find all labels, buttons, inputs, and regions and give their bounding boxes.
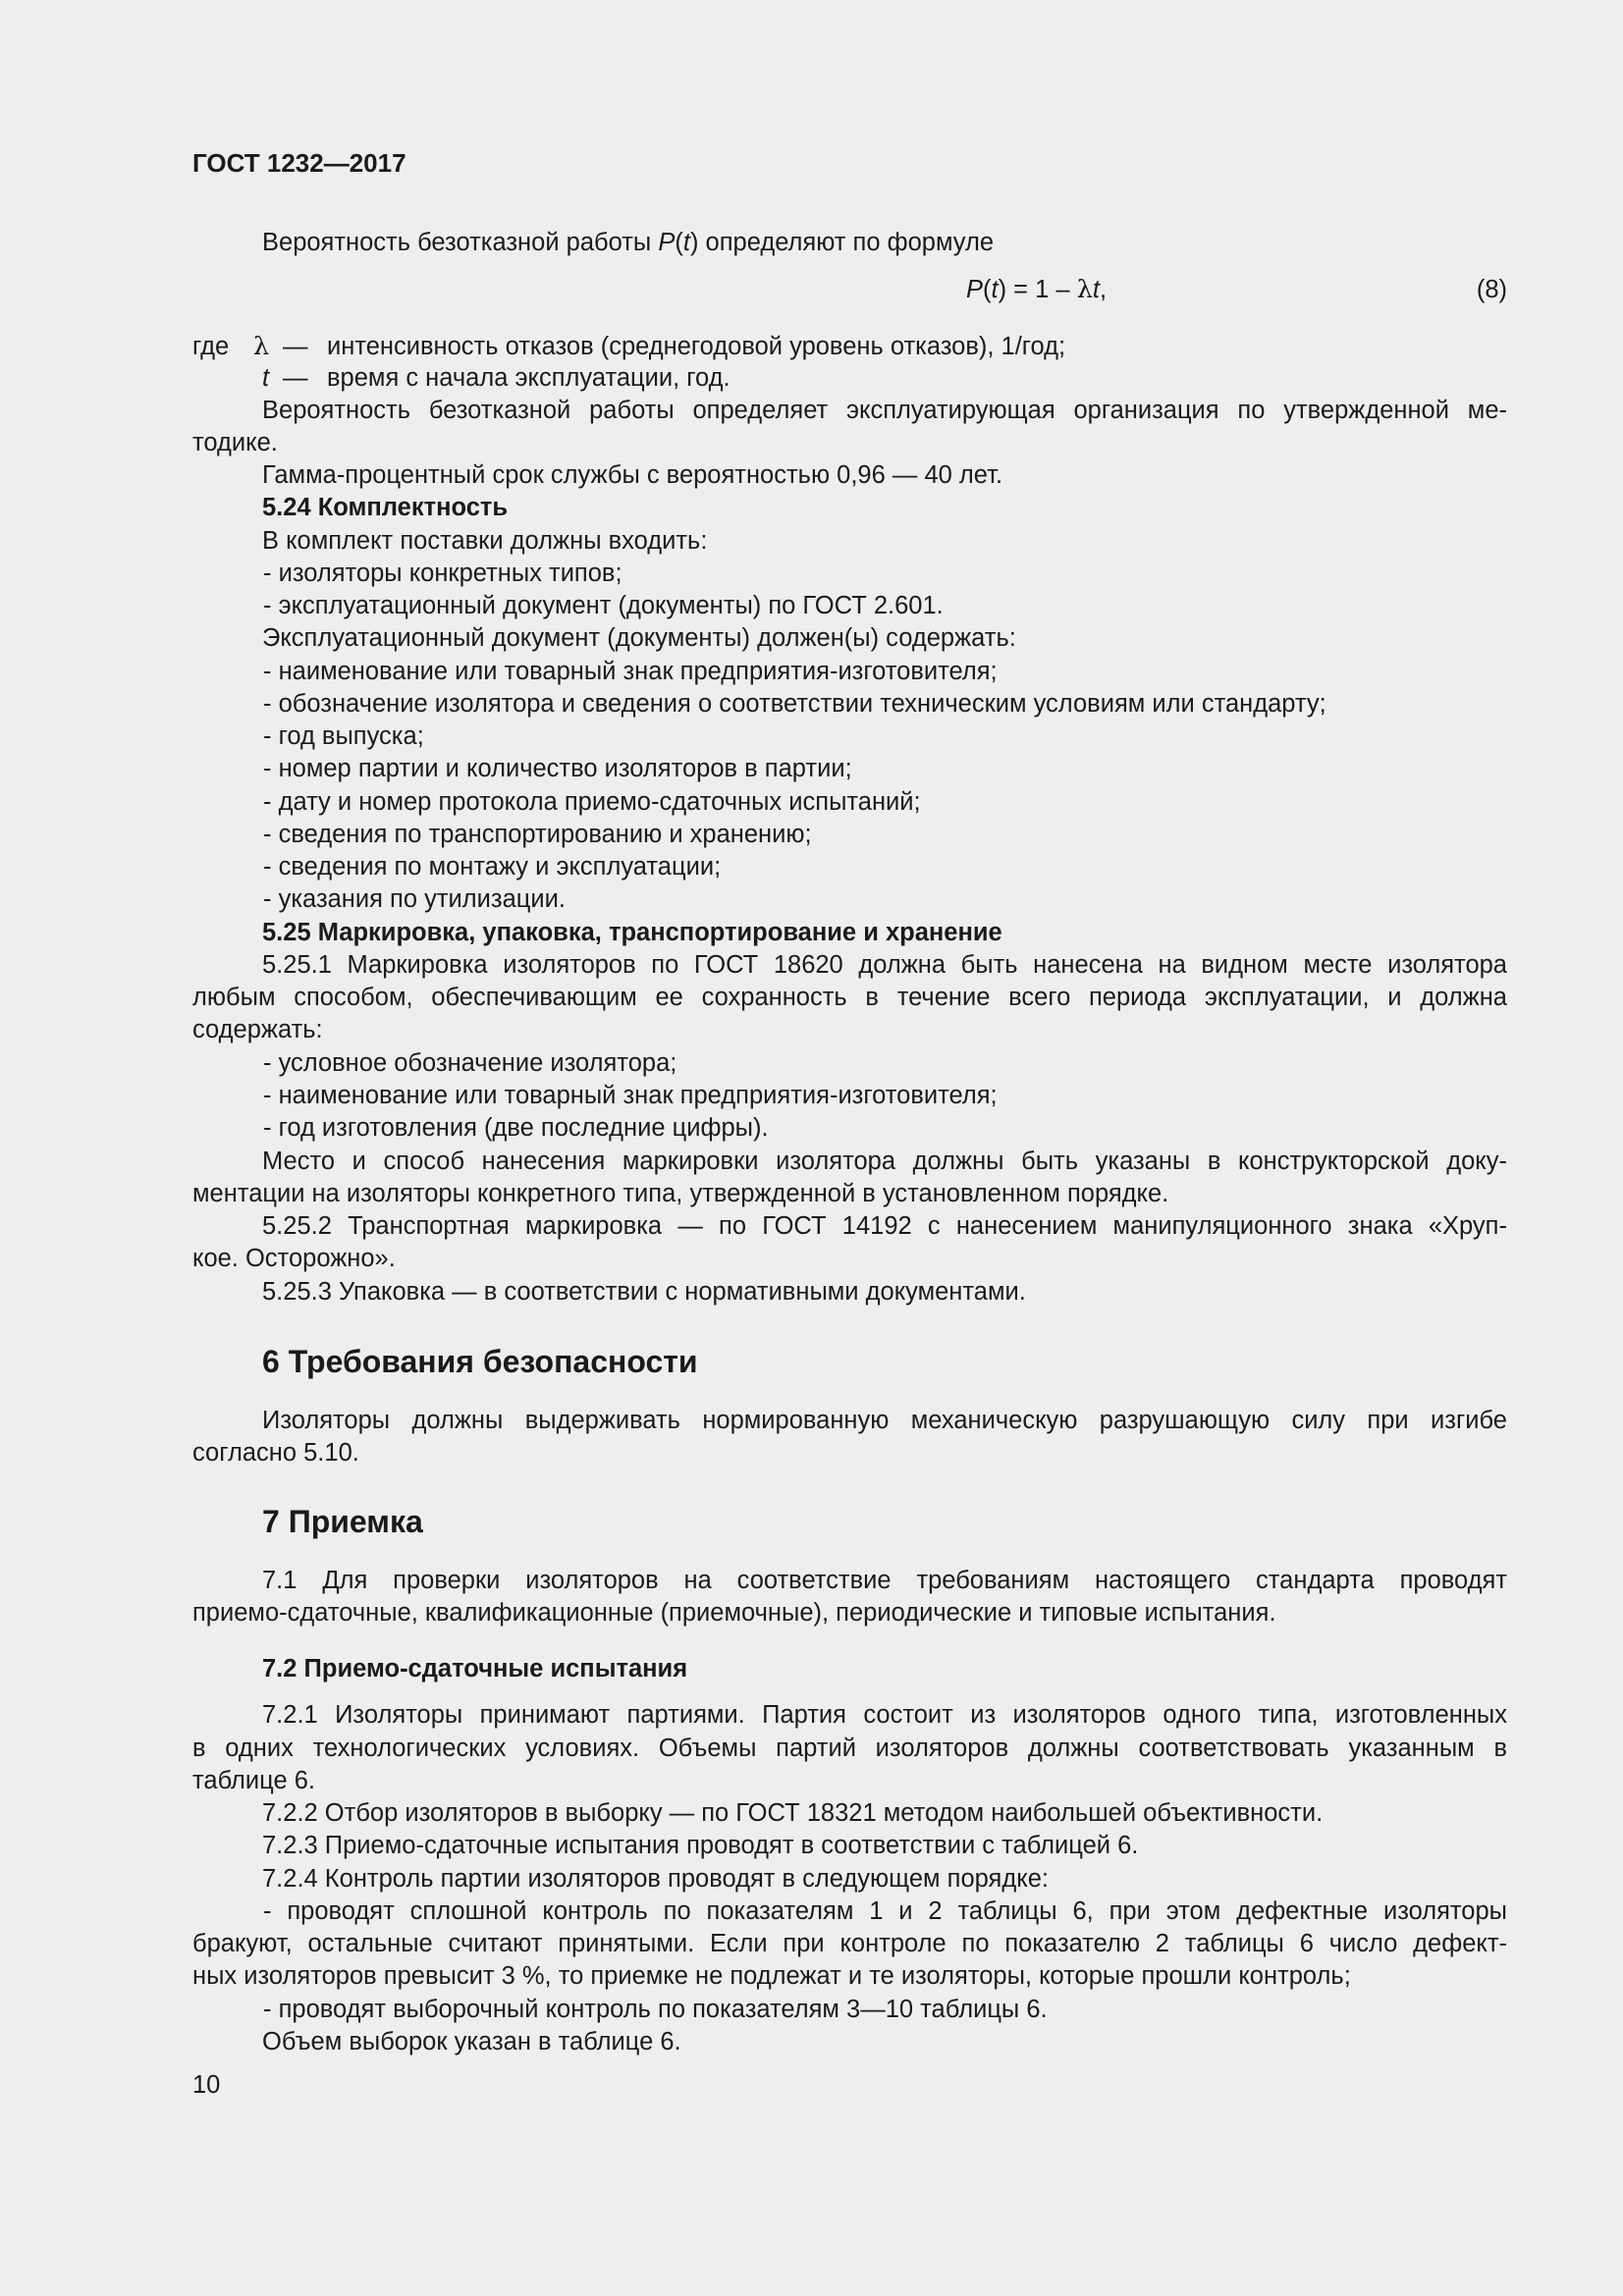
- paragraph-gamma: Гамма-процентный срок службы с вероятностью 0,96 — 40 лет.: [262, 461, 1003, 489]
- list-item: - указания по утилизации.: [263, 885, 566, 913]
- section-heading-7: 7 Приемка: [262, 1504, 423, 1539]
- list-item: - условное обозначение изолятора;: [263, 1049, 677, 1077]
- list-item: - наименование или товарный знак предприятия-изготовителя;: [263, 1082, 998, 1109]
- list-item: - изоляторы конкретных типов;: [263, 560, 622, 587]
- list-item: - проводят выборочный контроль по показателям 3—10 таблицы 6.: [263, 1996, 1048, 2023]
- page-number: 10: [192, 2071, 221, 2099]
- document-page: ГОСТ 1232—2017 Вероятность безотказной работы P(t) определяют по формуле P(t) = 1 – λt, (8) где λ — интенсивность отказов (среднегодовой уровень отказов), 1/год; t — время с начала эксплуатации, год. Вероятность безотказной работы определяет эксплуатирующая организация по утвержденной ме- тодике. Гамма-процентный срок службы с вероятностью 0,96 — 40 лет. 5.24 Комплектность В комплект поставки должны входить: - изоляторы конкретных типов; - эксплуатационный документ (документы) по ГОСТ 2.601. Эксплуатационный документ (документы) должен(ы) содержать: - наименование или товарный знак предприятия-изготовителя; - обозначение изолятора и сведения о соответствии техническим условиям или стандарту; - год выпуска; - номер партии и количество изоляторов в партии; - дату и номер протокола приемо-сдаточных испытаний; - сведения по транспортированию и хранению; - сведения по монтажу и эксплуатации; - указания по утилизации. 5.25 Маркировка, упаковка, транспортирование и хранение 5.25.1 Маркировка изоляторов по ГОСТ 18620 должна быть нанесена на видном месте изолятора любым способом, обеспечивающим ее сохранность в течение всего периода эксплуатации, и должна содержать: - условное обозначение изолятора; - наименование или товарный знак предприятия-изготовителя; - год изготовления (две последние цифры). Место и способ нанесения маркировки изолятора должны быть указаны в конструкторской доку- ментации на изоляторы конкретного типа, утвержденной в установленном порядке. 5.25.2 Транспортная маркировка — по ГОСТ 14192 с нанесением манипуляционного знака «Хруп- кое. Осторожно». 5.25.3 Упаковка — в соответствии с нормативными документами. 6 Требования безопасности Изоляторы должны выдерживать нормированную механическую разрушающую силу при изгибе согласно 5.10. 7 Приемка 7.1 Для проверки изоляторов на соответствие требованиям настоящего стандарта проводят приемо-сдаточные, квалификационные (приемочные), периодические и типовые испытания. 7.2 Приемо-сдаточные испытания 7.2.1 Изоляторы принимают партиями. Партия состоит из изоляторов одного типа, изготовленных в одних технологических условиях. Объемы партий изоляторов должны соответствовать указанным в таблице 6. 7.2.2 Отбор изоляторов в выборку — по ГОСТ 18321 методом наибольшей объективности. 7.2.3 Приемо-сдаточные испытания проводят в соответствии с таблицей 6. 7.2.4 Контроль партии изоляторов проводят в следующем порядке: - проводят сплошной контроль по показателям 1 и 2 таблицы 6, при этом дефектные изоляторы бракуют, остальные считают принятыми. Если при контроле по показателю 2 таблицы 6 число дефект- ных изоляторов превысит 3 %, то приемке не подлежат и те изоляторы, которые прошли контроль; - проводят выборочный контроль по показателям 3—10 таблицы 6. Объем выборок указан в таблице 6. 10: [0, 0, 1623, 2296]
- document-header: ГОСТ 1232—2017: [192, 148, 406, 178]
- list-item: - наименование или товарный знак предприятия-изготовителя;: [263, 658, 998, 685]
- list-item: - год выпуска;: [263, 722, 424, 750]
- where-label: где: [192, 333, 230, 360]
- section-title-5-25: 5.25 Маркировка, упаковка, транспортирование и хранение: [262, 919, 1002, 946]
- formula: P(t) = 1 – λt,: [966, 275, 1108, 304]
- section-title-5-24: 5.24 Комплектность: [262, 494, 509, 521]
- list-item: - эксплуатационный документ (документы) по ГОСТ 2.601.: [263, 592, 944, 619]
- list-item: - год изготовления (две последние цифры).: [263, 1114, 769, 1142]
- equation-number: (8): [1476, 276, 1507, 303]
- section-title-7-2: 7.2 Приемо-сдаточные испытания: [262, 1655, 688, 1682]
- section-heading-6: 6 Требования безопасности: [262, 1344, 698, 1379]
- list-item: - номер партии и количество изоляторов в партии;: [263, 755, 852, 782]
- list-item: - обозначение изолятора и сведения о соответствии техническим условиям или стандарту;: [263, 690, 1326, 718]
- paragraph-intro: Вероятность безотказной работы P(t) определяют по формуле: [262, 229, 995, 256]
- list-item: - проводят сплошной контроль по показателям 1 и 2 таблицы 6, при этом дефектные изоляторы: [263, 1897, 1507, 1925]
- paragraph-probability: Вероятность безотказной работы определяет эксплуатирующая организация по утвержденной ме-: [262, 397, 1507, 424]
- list-item: - сведения по транспортированию и хранению;: [263, 821, 812, 848]
- list-item: - дату и номер протокола приемо-сдаточных испытаний;: [263, 788, 921, 816]
- list-item: - сведения по монтажу и эксплуатации;: [263, 853, 722, 881]
